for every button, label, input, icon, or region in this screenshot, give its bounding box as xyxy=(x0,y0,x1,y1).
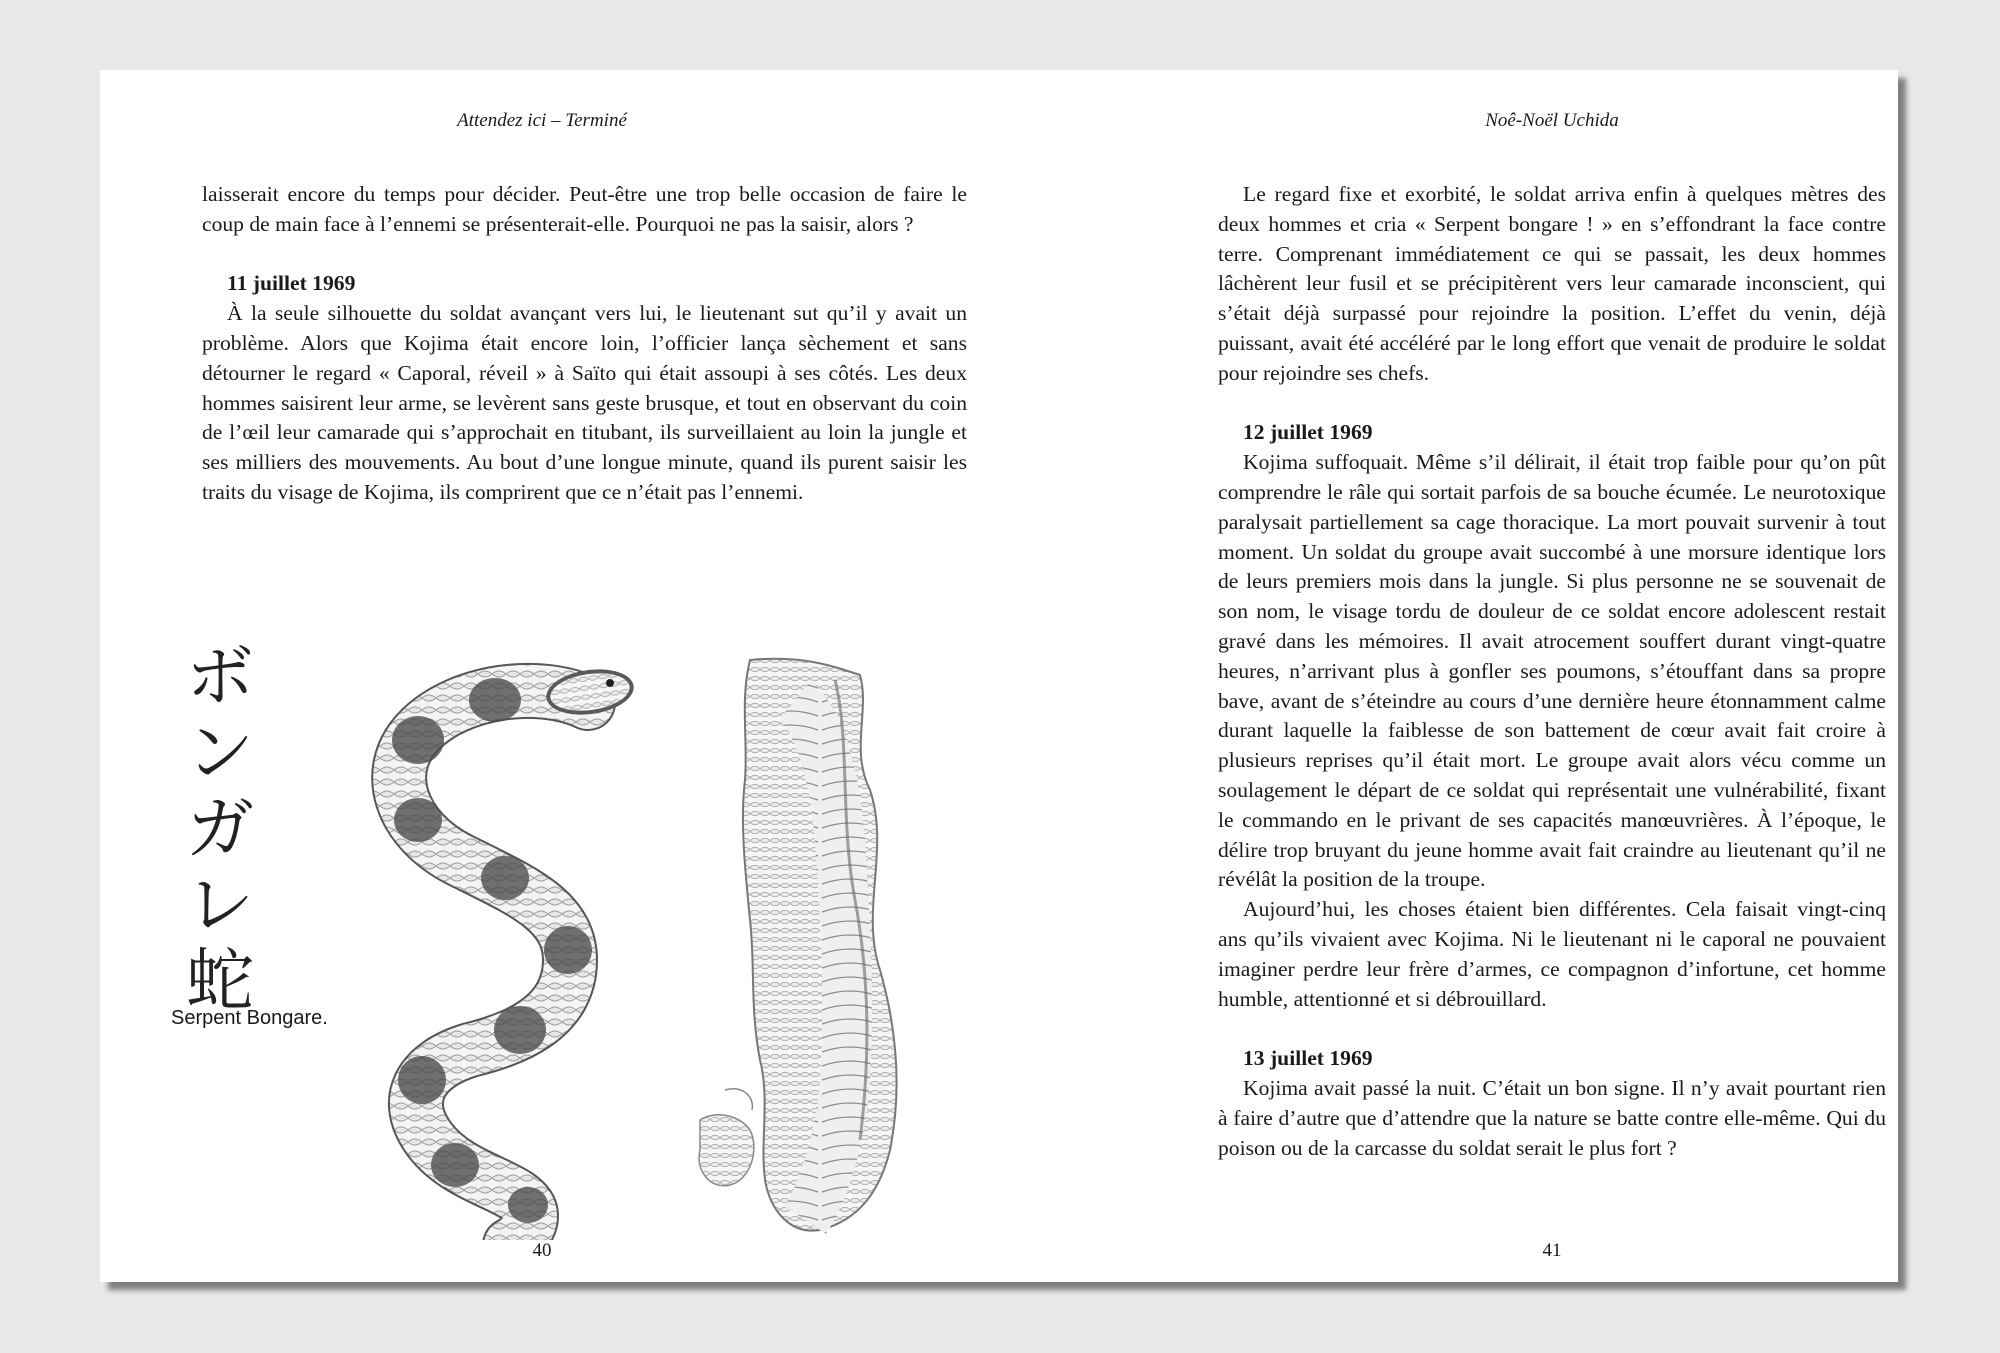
kanji-char-4: レ xyxy=(185,866,254,945)
right-paragraph-top: Le regard fixe et exorbité, le soldat arriva enfin à quelques mètres des deux hommes et cria « Serpent bongare ! » en s’effondrant la face contre terre. Comprenant immédiatement ce qui se passait, les deux hommes lâchèrent leur fusil et se précipitèrent vers leur camarade inconscient, qui s’était déjà surpassé pour rejoindre la position. L’effet du venin, déjà puissant, avait été accéléré par le long effort que venait de produire le soldat pour rejoindre ses chefs. xyxy=(1218,182,1886,385)
kanji-char-1: ボ xyxy=(185,638,254,717)
kanji-char-5: 蛇 xyxy=(185,942,254,1021)
running-head-left: Attendez ici – Terminé xyxy=(457,110,627,131)
kanji-bongare xyxy=(175,640,265,1020)
right-page xyxy=(1000,70,1898,1282)
entry-date-13-juillet: 13 juillet 1969 xyxy=(1243,1046,1373,1071)
folio-right: 41 xyxy=(1542,1240,1562,1261)
kanji-char-2: ン xyxy=(185,714,254,793)
book-spread xyxy=(100,70,1898,1282)
folio-left: 40 xyxy=(532,1240,552,1261)
entry-date-11-juillet: 11 juillet 1969 xyxy=(227,271,356,296)
kanji-char-3: ガ xyxy=(185,790,254,869)
entry-12-juillet-text-2: Aujourd’hui, les choses étaient bien différentes. Cela faisait vingt-cinq ans qu’ils vivaient avec Kojima. Ni le lieutenant ni le caporal ne pouvaient imaginer perdre leur frère d’armes, ce compagnon d’infortune, cet homme humble, attentionné et si débrouillard. xyxy=(1218,897,1886,1011)
left-paragraph-continued: laisserait encore du temps pour décider. Peut-être une trop belle occasion de faire le coup de main face à l’ennemi se présenterait-elle. Pourquoi ne pas la saisir, alors ? xyxy=(202,182,967,236)
running-head-right: Noê-Noël Uchida xyxy=(1485,110,1619,131)
entry-date-12-juillet: 12 juillet 1969 xyxy=(1243,420,1373,445)
illustration-caption: Serpent Bongare. xyxy=(171,1007,328,1029)
shed-skin xyxy=(699,659,897,1231)
right-text-block xyxy=(1218,180,1886,1163)
entry-11-juillet-text: À la seule silhouette du soldat avançant vers lui, le lieutenant sut qu’il y avait un problème. Alors que Kojima était encore loin, l’officier lança sèchement et sans détourner le regard « Caporal, réveil » à Saïto qui était assoupi à ses côtés. Les deux hommes saisirent leur arme, se levèrent sans geste brusque, et tout en observant du coin de l’œil leur camarade qui s’approchait en titubant, ils surveillaient au loin la jungle et ses milliers des mouvements. Au bout d’une longue minute, quand ils purent saisir les traits du visage de Kojima, ils comprirent que ce n’était pas l’ennemi. xyxy=(202,301,967,504)
left-text-block xyxy=(202,180,967,508)
entry-12-juillet-text-1: Kojima suffoquait. Même s’il délirait, il était trop faible pour qu’on pût comprendre le râle qui sortait parfois de sa bouche écumée. Le neurotoxique paralysait partiellement sa cage thoracique. La mort pouvait survenir à tout moment. Un soldat du groupe avait succombé à une morsure identique lors de leurs premiers mois dans la jungle. Si plus personne ne se souvenait de son nom, le visage tordu de douleur de ce soldat encore adolescent restait gravé dans les mémoires. Il avait atrocement souffert durant vingt-quatre heures, n’arrivant plus à gonfler ses poumons, s’étouffant dans sa propre bave, avant de s’éteindre au cours d’une dernière heure étonnamment calme durant laquelle la faiblesse de son battement de cœur avait fait croire à plusieurs reprises qu’il était mort. Le groupe avait alors vécu comme un soulagement le départ de ce soldat qui représentait une vulnérabilité, fixant le commando en le privant de ses capacités manœuvrières. À l’époque, le délire trop bruyant du jeune homme avait fait craindre au lieutenant qu’il ne révélât la position de la troupe. xyxy=(1218,450,1886,892)
left-page xyxy=(100,70,1000,1282)
entry-13-juillet-text: Kojima avait passé la nuit. C’était un bon signe. Il n’y avait pourtant rien à faire d’autre que d’attendre que la nature se batte contre elle-même. Qui du poison ou de la carcasse du soldat serait le plus fort ? xyxy=(1218,1075,1886,1160)
